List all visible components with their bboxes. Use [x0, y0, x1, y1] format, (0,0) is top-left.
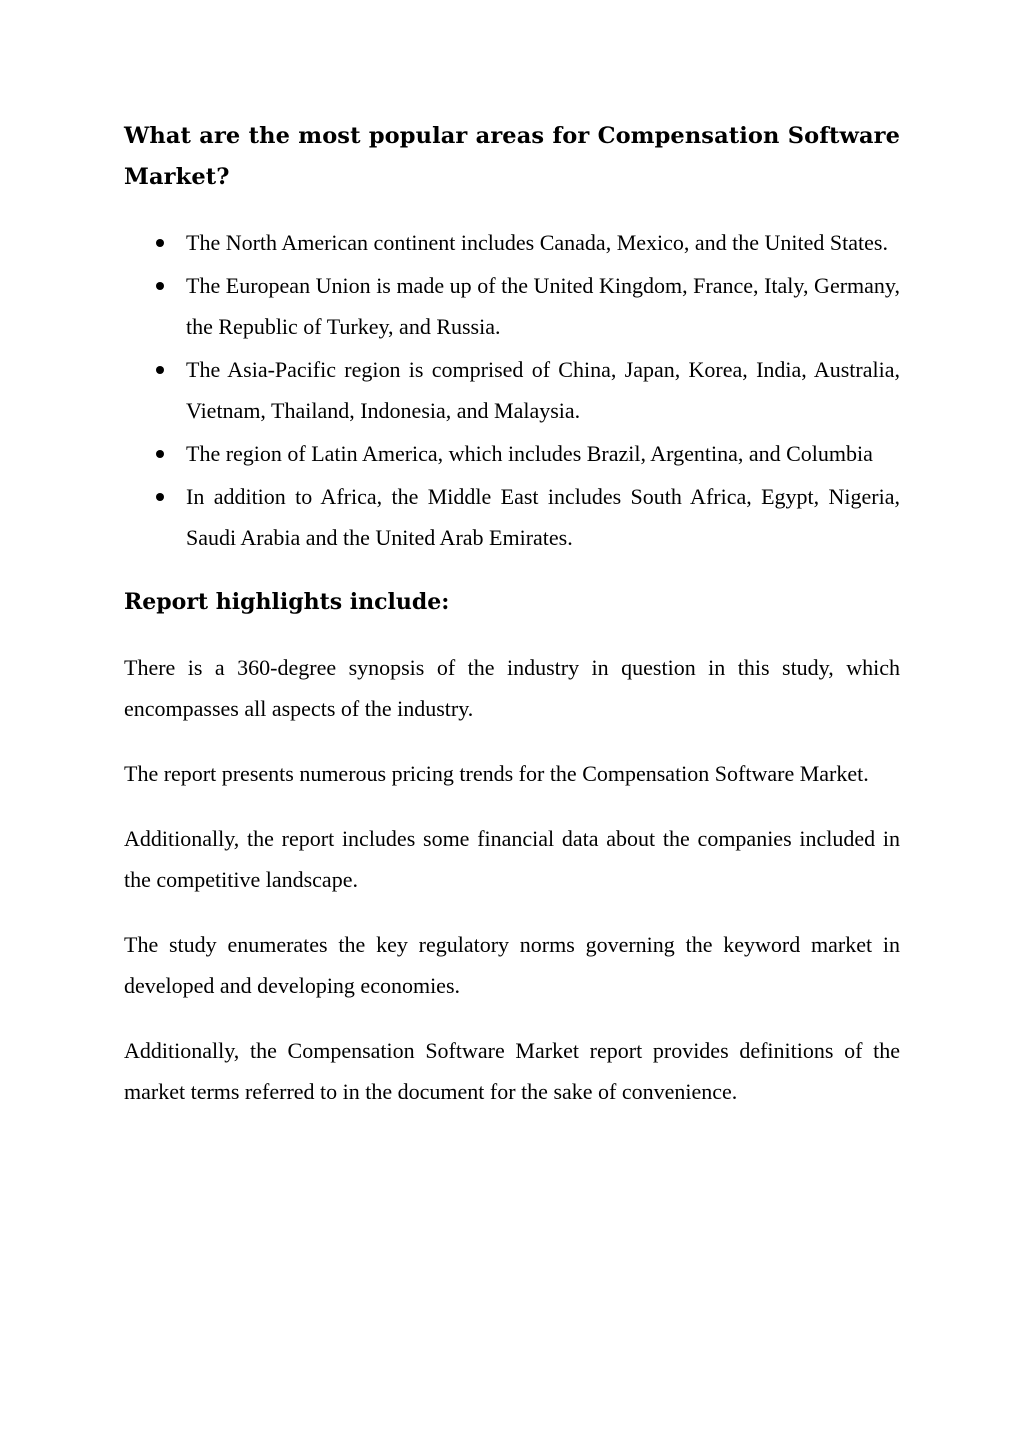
bullet-icon — [156, 450, 164, 458]
bullet-icon — [156, 282, 164, 290]
paragraph: Additionally, the report includes some financial data about the companies included in the competitive landscape. — [124, 826, 900, 892]
bullet-icon — [156, 366, 164, 374]
document-page — [124, 116, 900, 1136]
list-item — [124, 349, 900, 431]
bullet-icon — [156, 493, 164, 501]
paragraph: The study enumerates the key regulatory norms governing the keyword market in developed and developing economies. — [124, 932, 900, 998]
list-item-text: The European Union is made up of the United Kingdom, France, Italy, Germany, the Republic of Turkey, and Russia. — [186, 273, 900, 339]
section-heading-highlights: Report highlights include: — [124, 589, 450, 615]
list-item — [124, 433, 900, 474]
paragraph: The report presents numerous pricing trends for the Compensation Software Market. — [124, 761, 869, 786]
regions-list — [124, 222, 900, 558]
list-item — [124, 222, 900, 263]
list-item-text: The North American continent includes Canada, Mexico, and the United States. — [186, 230, 888, 255]
list-item — [124, 476, 900, 558]
list-item-text: In addition to Africa, the Middle East includes South Africa, Egypt, Nigeria, Saudi Arabia and the United Arab Emirates. — [186, 484, 900, 550]
paragraph: There is a 360-degree synopsis of the industry in question in this study, which encompasses all aspects of the industry. — [124, 655, 900, 721]
list-item-text: The Asia-Pacific region is comprised of China, Japan, Korea, India, Australia, Vietnam, Thailand, Indonesia, and Malaysia. — [186, 357, 900, 423]
paragraph: Additionally, the Compensation Software Market report provides definitions of the market terms referred to in the document for the sake of convenience. — [124, 1038, 900, 1104]
section-heading-areas: What are the most popular areas for Compensation Software Market? — [124, 123, 900, 190]
list-item — [124, 265, 900, 347]
bullet-icon — [156, 239, 164, 247]
list-item-text: The region of Latin America, which includes Brazil, Argentina, and Columbia — [186, 441, 873, 466]
